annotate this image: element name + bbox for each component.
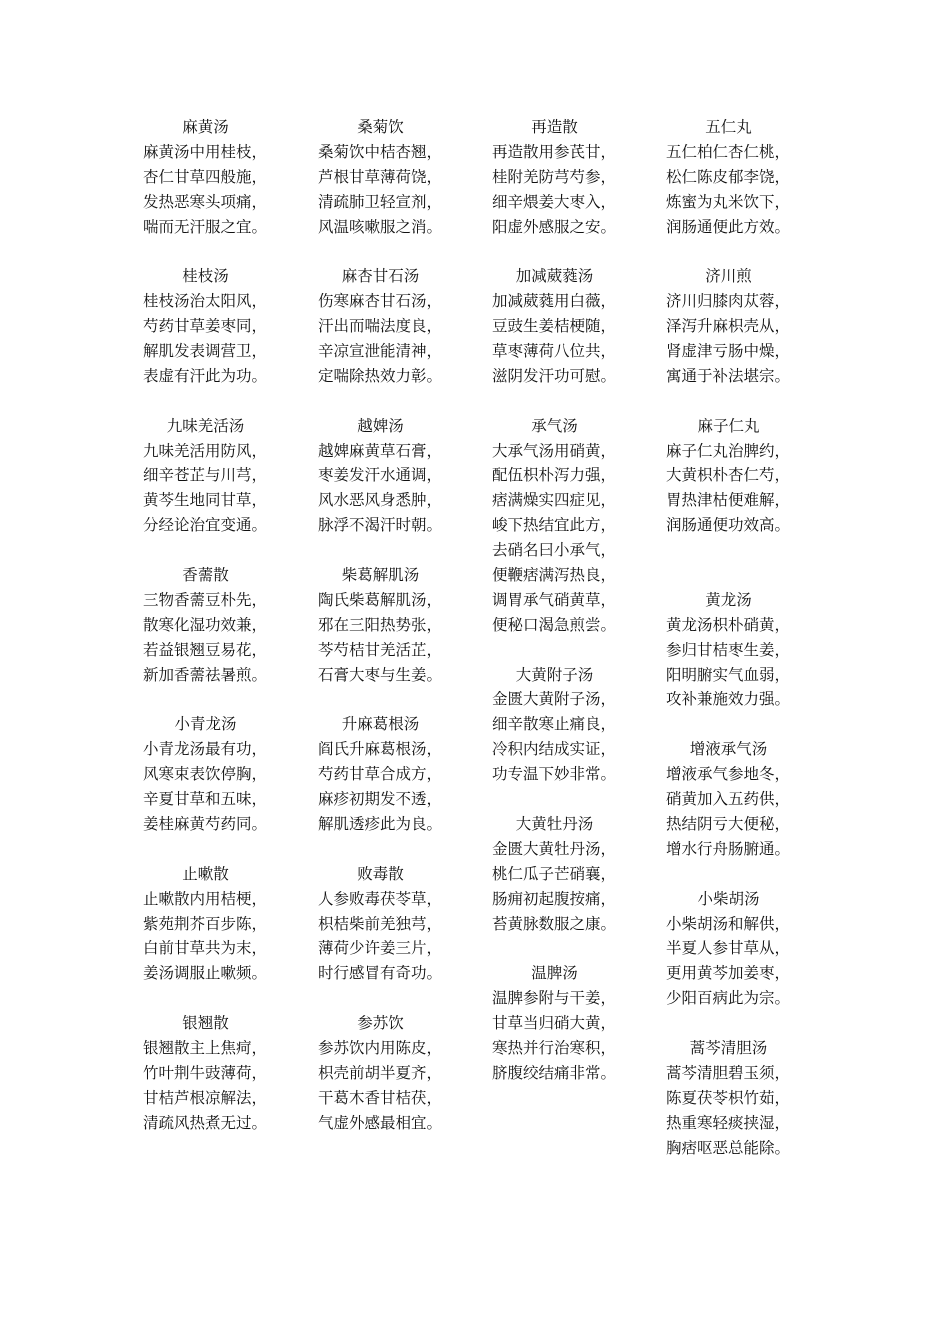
verse-line: 增水行舟肠腑通。	[666, 839, 791, 858]
formula-title: 银翘散	[182, 1014, 229, 1033]
verse-line: 寒热并行治寒积，	[492, 1038, 617, 1057]
verse-line: 甘草当归硝大黄，	[492, 1014, 617, 1033]
verse-line: 痞满燥实四症见，	[492, 491, 617, 510]
verse-line: 芩芍桔甘羌活芷，	[318, 640, 443, 659]
verse-line: 更用黄芩加姜枣，	[666, 964, 791, 983]
verse-line: 桑菊饮中桔杏翘，	[318, 142, 443, 161]
stanza-spacer	[318, 239, 493, 264]
formula-title: 败毒散	[357, 864, 404, 883]
stanza-spacer	[666, 712, 841, 737]
verse-line: 气虚外感最相宜。	[318, 1113, 443, 1132]
formula-title: 增液承气汤	[689, 740, 768, 759]
verse-line: 冷积内结成实证，	[492, 740, 617, 759]
stanza-spacer	[492, 389, 667, 414]
verse-line: 滋阴发汗功可慰。	[492, 366, 617, 385]
verse-line: 松仁陈皮郁李饶，	[666, 167, 791, 186]
stanza-spacer	[143, 837, 318, 862]
verse-line: 九味羌活用防风，	[143, 441, 268, 460]
formula-title: 蒿芩清胆汤	[689, 1038, 768, 1057]
formula-title: 大黄牡丹汤	[515, 814, 594, 833]
stanza-spacer	[666, 389, 841, 414]
stanza-spacer	[666, 862, 841, 887]
verse-line: 枳壳前胡半夏齐，	[318, 1063, 443, 1082]
verse-line: 脉浮不渴汗时朝。	[318, 516, 443, 535]
verse-line: 分经论治宜变通。	[143, 516, 268, 535]
formula-title: 香薷散	[182, 566, 229, 585]
verse-line: 清疏风热煮无过。	[143, 1113, 268, 1132]
formula-title: 止嗽散	[182, 864, 229, 883]
verse-line: 表虚有汗此为功。	[143, 366, 268, 385]
verse-line: 胃热津枯便难解，	[666, 491, 791, 510]
verse-line: 便秘口渴急煎尝。	[492, 615, 617, 634]
verse-line: 清疏肺卫轻宣剂，	[318, 192, 443, 211]
verse-line: 桂附羌防芎芍参，	[492, 167, 617, 186]
verse-line: 脐腹绞结痛非常。	[492, 1063, 617, 1082]
verse-line: 济川归膝肉苁蓉，	[666, 292, 791, 311]
verse-line: 伤寒麻杏甘石汤，	[318, 292, 443, 311]
formula-title: 麻子仁丸	[697, 416, 760, 435]
verse-line: 薄荷少许姜三片，	[318, 939, 443, 958]
formula-title: 参苏饮	[357, 1014, 404, 1033]
verse-line: 定喘除热效力彰。	[318, 366, 443, 385]
verse-line: 热结阴亏大便秘，	[666, 814, 791, 833]
verse-line: 调胃承气硝黄草，	[492, 590, 617, 609]
verse-line: 参苏饮内用陈皮，	[318, 1038, 443, 1057]
formula-title: 小青龙汤	[174, 715, 237, 734]
verse-line: 五仁柏仁杏仁桃，	[666, 142, 791, 161]
stanza-spacer	[318, 837, 493, 862]
verse-line: 去硝名曰小承气，	[492, 541, 617, 560]
formula-title: 桑菊饮	[357, 118, 404, 136]
formula-title: 越婢汤	[357, 416, 404, 435]
verse-line: 半夏人参甘草从，	[666, 939, 791, 958]
verse-line: 时行感冒有奇功。	[318, 964, 443, 983]
verse-line: 热重寒轻痰挟湿，	[666, 1113, 791, 1132]
verse-line: 风寒束表饮停胸，	[143, 765, 268, 784]
verse-line: 阎氏升麻葛根汤，	[318, 740, 443, 759]
verse-line: 邪在三阳热势张，	[318, 615, 443, 634]
verse-line: 风温咳嗽服之消。	[318, 217, 443, 236]
stanza-spacer	[492, 936, 667, 961]
formula-title: 麻杏甘石汤	[341, 267, 420, 286]
formula-title: 加减葳蕤汤	[515, 267, 594, 286]
verse-line: 攻补兼施效力强。	[666, 690, 791, 709]
verse-line: 小青龙汤最有功，	[143, 740, 268, 759]
formula-title: 济川煎	[705, 267, 752, 286]
formula-title: 升麻葛根汤	[341, 715, 420, 734]
verse-line: 黄龙汤枳朴硝黄，	[666, 615, 791, 634]
stanza-spacer	[318, 538, 493, 563]
stanza-spacer	[143, 239, 318, 264]
verse-line: 泽泻升麻枳壳从，	[666, 317, 791, 336]
verse-line: 润肠通便功效高。	[666, 516, 791, 535]
formula-column-4	[666, 115, 841, 1160]
formula-column-3	[492, 115, 667, 1086]
stanza-spacer	[143, 389, 318, 414]
verse-line: 芍药甘草合成方，	[318, 765, 443, 784]
verse-line: 若益银翘豆易花，	[143, 640, 268, 659]
stanza-spacer	[492, 787, 667, 812]
verse-line: 麻黄汤中用桂枝，	[143, 142, 268, 161]
verse-line: 小柴胡汤和解供，	[666, 914, 791, 933]
verse-line: 硝黄加入五药供，	[666, 790, 791, 809]
verse-line: 散寒化湿功效兼，	[143, 615, 268, 634]
verse-line: 喘而无汗服之宜。	[143, 217, 268, 236]
verse-line: 辛夏甘草和五味，	[143, 790, 268, 809]
formula-title: 承气汤	[531, 416, 578, 435]
verse-line: 细辛苍芷与川芎，	[143, 466, 268, 485]
stanza-spacer	[492, 638, 667, 663]
verse-line: 解肌发表调营卫，	[143, 342, 268, 361]
verse-line: 止嗽散内用桔梗，	[143, 889, 268, 908]
verse-line: 麻疹初期发不透，	[318, 790, 443, 809]
verse-line: 枣姜发汗水通调，	[318, 466, 443, 485]
stanza-spacer	[143, 986, 318, 1011]
verse-line: 苔黄脉数服之康。	[492, 914, 617, 933]
verse-line: 再造散用参芪甘，	[492, 142, 617, 161]
verse-line: 金匮大黄附子汤，	[492, 690, 617, 709]
verse-line: 杏仁甘草四般施，	[143, 167, 268, 186]
verse-line: 越婢麻黄草石膏，	[318, 441, 443, 460]
verse-line: 加减葳蕤用白薇，	[492, 292, 617, 311]
verse-line: 细辛散寒止痛良，	[492, 715, 617, 734]
stanza-spacer	[666, 538, 841, 563]
verse-line: 胸痞呕恶总能除。	[666, 1138, 791, 1157]
verse-line: 增液承气参地冬，	[666, 765, 791, 784]
verse-line: 草枣薄荷八位共，	[492, 342, 617, 361]
formula-column-2	[318, 115, 493, 1136]
verse-line: 功专温下妙非常。	[492, 765, 617, 784]
stanza-spacer	[318, 389, 493, 414]
stanza-spacer	[318, 687, 493, 712]
verse-line: 润肠通便此方效。	[666, 217, 791, 236]
verse-line: 桃仁瓜子芒硝襄，	[492, 864, 617, 883]
verse-line: 阳虚外感服之安。	[492, 217, 617, 236]
verse-line: 参归甘桔枣生姜，	[666, 640, 791, 659]
stanza-spacer	[318, 986, 493, 1011]
verse-line: 解肌透疹此为良。	[318, 814, 443, 833]
verse-line: 银翘散主上焦疴，	[143, 1038, 268, 1057]
formula-title: 小柴胡汤	[697, 889, 760, 908]
verse-line: 麻子仁丸治脾约，	[666, 441, 791, 460]
stanza-spacer	[492, 239, 667, 264]
formula-title: 大黄附子汤	[515, 665, 594, 684]
verse-line: 枳桔柴前羌独芎，	[318, 914, 443, 933]
verse-line: 发热恶寒头项痛，	[143, 192, 268, 211]
verse-line: 少阳百病此为宗。	[666, 989, 791, 1008]
verse-line: 配伍枳朴泻力强，	[492, 466, 617, 485]
verse-line: 三物香薷豆朴先，	[143, 590, 268, 609]
stanza-spacer	[666, 239, 841, 264]
verse-line: 陶氏柴葛解肌汤，	[318, 590, 443, 609]
verse-line: 肠痈初起腹按痛，	[492, 889, 617, 908]
stanza-spacer	[666, 1011, 841, 1036]
formula-title: 再造散	[531, 118, 578, 136]
stanza-spacer	[143, 687, 318, 712]
verse-line: 姜桂麻黄芍药同。	[143, 814, 268, 833]
verse-line: 姜汤调服止嗽频。	[143, 964, 268, 983]
verse-line: 寓通于补法堪宗。	[666, 366, 791, 385]
verse-line: 人参败毒茯苓草，	[318, 889, 443, 908]
verse-line: 炼蜜为丸米饮下，	[666, 192, 791, 211]
verse-line: 干葛木香甘桔茯，	[318, 1088, 443, 1107]
formula-title: 五仁丸	[705, 118, 752, 136]
formula-title: 麻黄汤	[182, 118, 229, 136]
verse-line: 汗出而喘法度良，	[318, 317, 443, 336]
verse-line: 白前甘草共为末，	[143, 939, 268, 958]
verse-line: 桂枝汤治太阳风，	[143, 292, 268, 311]
verse-line: 肾虚津亏肠中燥，	[666, 342, 791, 361]
verse-line: 大承气汤用硝黄，	[492, 441, 617, 460]
verse-line: 陈夏茯苓枳竹茹，	[666, 1088, 791, 1107]
verse-line: 芍药甘草姜枣同，	[143, 317, 268, 336]
verse-line: 蒿芩清胆碧玉须，	[666, 1063, 791, 1082]
stanza-spacer	[666, 563, 841, 588]
verse-line: 大黄枳朴杏仁芍，	[666, 466, 791, 485]
verse-line: 紫苑荆芥百步陈，	[143, 914, 268, 933]
verse-line: 甘桔芦根凉解法，	[143, 1088, 268, 1107]
verse-line: 金匮大黄牡丹汤，	[492, 839, 617, 858]
verse-line: 石膏大枣与生姜。	[318, 665, 443, 684]
verse-line: 风水恶风身悉肿，	[318, 491, 443, 510]
stanza-spacer	[143, 538, 318, 563]
verse-line: 细辛煨姜大枣入，	[492, 192, 617, 211]
verse-line: 豆豉生姜桔梗随，	[492, 317, 617, 336]
verse-line: 黄芩生地同甘草，	[143, 491, 268, 510]
formula-title: 桂枝汤	[182, 267, 229, 286]
verse-line: 辛凉宣泄能清神，	[318, 342, 443, 361]
verse-line: 新加香薷祛暑煎。	[143, 665, 268, 684]
verse-line: 峻下热结宜此方，	[492, 516, 617, 535]
formula-column-1	[143, 115, 318, 1136]
verse-line: 阳明腑实气血弱，	[666, 665, 791, 684]
verse-line: 竹叶荆牛豉薄荷，	[143, 1063, 268, 1082]
verse-line: 芦根甘草薄荷饶，	[318, 167, 443, 186]
verse-line: 便鞭痞满泻热良，	[492, 566, 617, 585]
formula-title: 温脾汤	[531, 964, 578, 983]
formula-title: 黄龙汤	[705, 590, 752, 609]
verse-line: 温脾参附与干姜，	[492, 989, 617, 1008]
formula-title: 九味羌活汤	[166, 416, 245, 435]
formula-title: 柴葛解肌汤	[341, 566, 420, 585]
